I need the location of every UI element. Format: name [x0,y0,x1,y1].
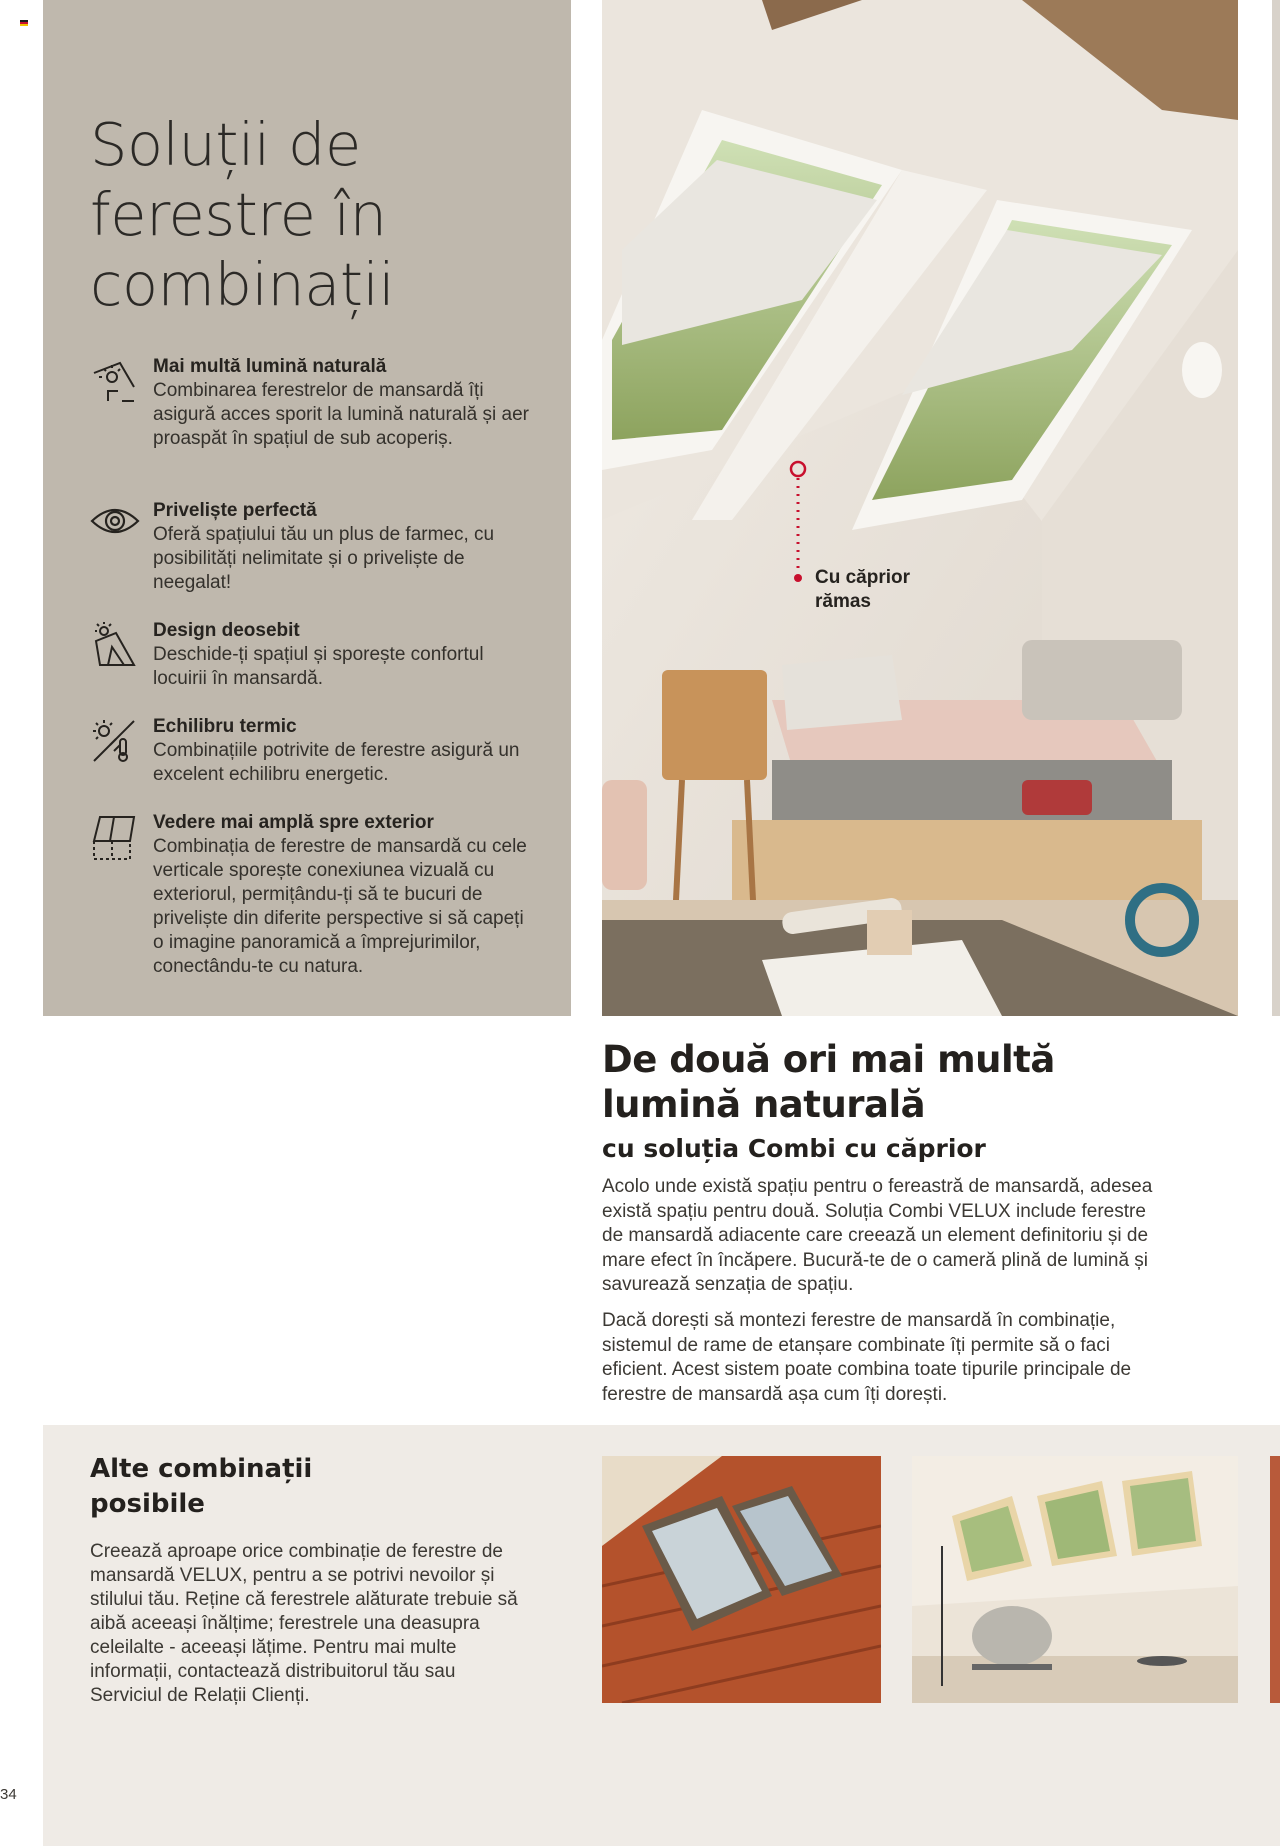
other-heading-line: posibile [90,1489,205,1519]
feature-heading: Echilibru termic [153,716,297,737]
combi-heading-line: De două ori mai multă [602,1038,1055,1081]
page-number: 34 [0,1786,17,1803]
combi-heading-line: lumină naturală [602,1083,926,1126]
design-window-icon [90,621,140,671]
feature-description: Deschide-ți spațiul și sporește confortul locuirii în mansardă. [153,644,484,689]
language-flag-icon [20,20,28,26]
roof-windows-exterior-photo [602,1456,881,1703]
feature-item [90,619,520,691]
thermal-balance-icon [90,717,140,767]
other-combinations-heading [90,1452,390,1522]
callout-line: Cu căprior [815,567,911,588]
combi-paragraph: Acolo unde există spațiu pentru o fereastră de mansardă, adesea există spațiu pentru două. Soluția Combi VELUX include ferestre de mansardă adiacente care creează un element definitoriu și de mare efect în încăpere. Bucură-te de o cameră plină de lumină și savurează senzația de spațiu. [602,1176,1153,1295]
panel-title-line: ferestre în [90,180,387,249]
hero-attic-photo [602,0,1238,1016]
feature-heading: Mai multă lumină naturală [153,356,387,377]
other-combinations-body: Creează aproape orice combinație de ferestre de mansardă VELUX, pentru a se potrivi nevoilor și stilului tău. Reține că ferestrele alăturate trebuie să aibă aceeași înălțime; ferestrele una deasupra celeilalte - aceeași lățime. Pentru mai multe informații, contactează distribuitorul tău sau Serviciul de Relații Clienți. [90,1541,518,1706]
callout-line: rămas [815,591,871,612]
feature-description: Oferă spațiului tău un plus de farmec, cu posibilități nelimitate și o priveliște de neegalat! [153,524,495,593]
sun-window-icon [90,357,140,407]
feature-heading: Design deosebit [153,620,300,641]
feature-description: Combinația de ferestre de mansardă cu cele verticale sporește conexiunea vizuală cu exteriorul, permițându-ți să te bucuri de priveliște din diferite perspective si să capeți o imagine panoramică a împrejurimilor, conectându-te cu natura. [153,836,527,977]
feature-description: Combinațiile potrivite de ferestre asigură un excelent echilibru energetic. [153,740,520,785]
next-photo-edge [1272,0,1280,1016]
other-heading-line: Alte combinații [90,1454,313,1484]
wide-view-window-icon [90,813,140,863]
panel-title [90,110,530,320]
rafter-callout-label [815,566,910,614]
attic-room-combi-photo [912,1456,1238,1703]
combi-heading [602,1037,1122,1127]
feature-item [90,355,529,475]
panel-title-line: Soluții de [90,110,361,179]
eye-icon [90,501,140,551]
feature-heading: Vedere mai amplă spre exterior [153,812,434,833]
feature-item [90,499,520,595]
combi-paragraph: Dacă dorești să montezi ferestre de mansardă în combinație, sistemul de rame de etanșare combinate îți permite să o faci eficient. Acest sistem poate combina toate tipurile principale de ferestre de mansardă așa cum îți dorești. [602,1310,1132,1405]
feature-item [90,715,520,787]
feature-item [90,811,527,1011]
feature-heading: Priveliște perfectă [153,500,317,521]
panel-title-line: combinații [90,250,395,319]
feature-description: Combinarea ferestrelor de mansardă îți asigură acces sporit la lumină naturală și aer proaspăt în spațiul de sub acoperiș. [153,380,529,449]
next-photo-edge [1270,1456,1280,1703]
combi-subheading: cu soluția Combi cu căprior [602,1134,986,1163]
